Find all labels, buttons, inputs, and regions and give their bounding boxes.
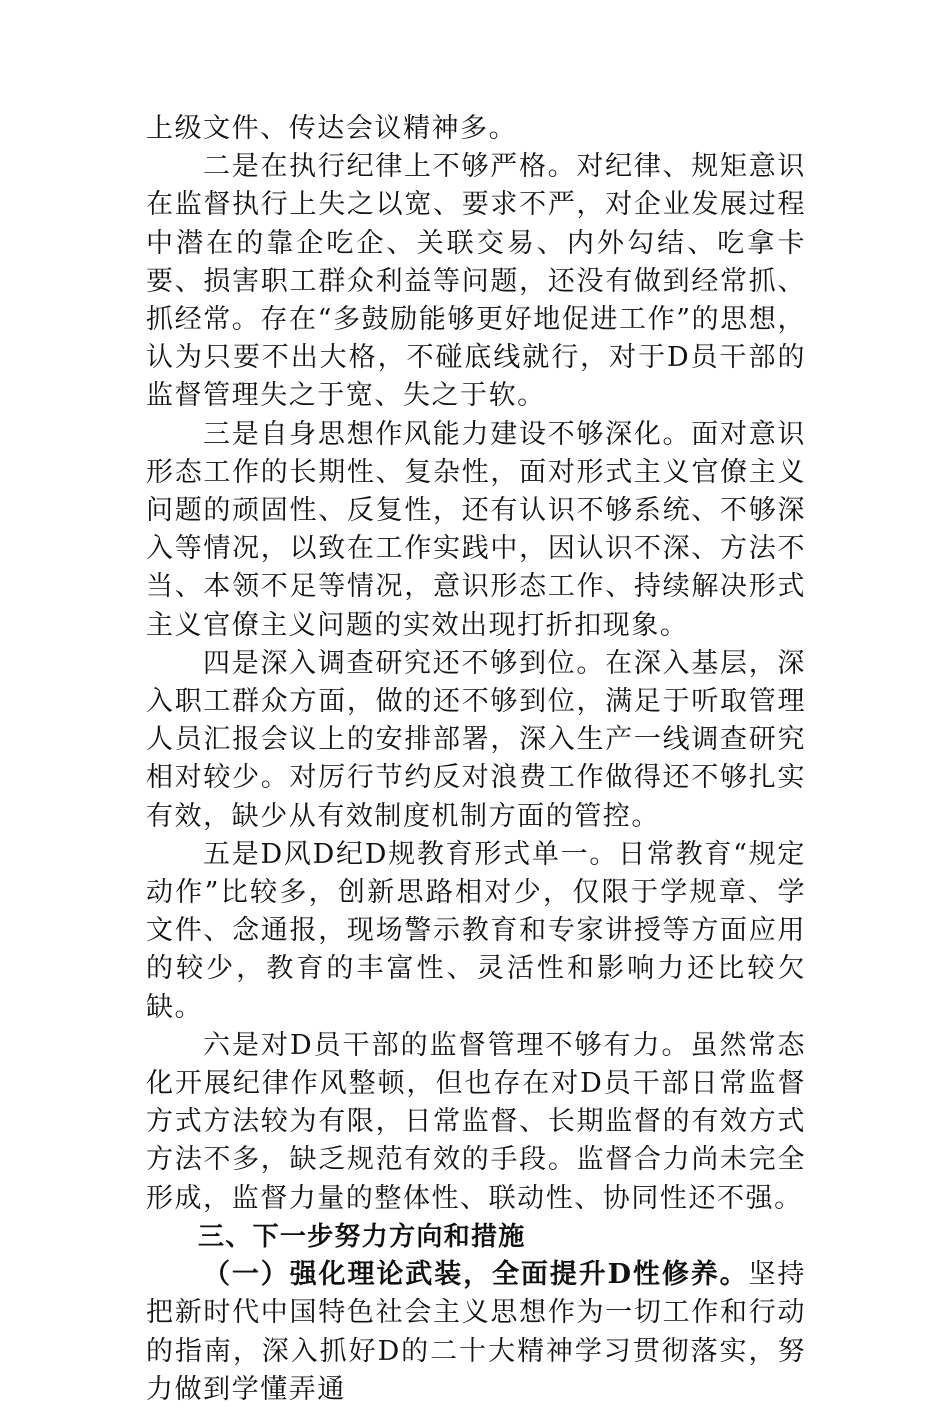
subsection-lead: （一）强化理论武装，全面提升D性修养。 xyxy=(203,1259,749,1291)
paragraph-research: 四是深入调查研究还不够到位。在深入基层，深入职工群众方面，做的还不够到位，满足于听取管理人员汇报会议上的安排部署，深入生产一线调查研究相对较少。对厉行节约反对浪费工作做得还不够扎实有效，缺少从有效制度机制方面的管控。 xyxy=(146,647,806,832)
subsection-paragraph xyxy=(146,1256,806,1409)
section-heading: 三、下一步努力方向和措施 xyxy=(198,1221,526,1252)
paragraph-supervision: 六是对D员干部的监督管理不够有力。虽然常态化开展纪律作风整顿，但也存在对D员干部日常监督方式方法较为有限，日常监督、长期监督的有效方式方法不多，缺乏规范有效的手段。监督合力尚未完全形成，监督力量的整体性、联动性、协同性还不强。 xyxy=(146,1029,806,1214)
subsection-body: 坚持把新时代中国特色社会主义思想作为一切工作和行动的指南，深入抓好D的二十大精神学习贯彻落实，努力做到学懂弄通 xyxy=(146,1259,806,1405)
document-page xyxy=(146,110,806,1409)
paragraph-discipline: 二是在执行纪律上不够严格。对纪律、规矩意识在监督执行上失之以宽、要求不严，对企业发展过程中潜在的靠企吃企、关联交易、内外勾结、吃拿卡要、损害职工群众利益等问题，还没有做到经常抓、抓经常。存在“多鼓励能够更好地促进工作”的思想，认为只要不出大格，不碰底线就行，对于D员干部的监督管理失之于宽、失之于软。 xyxy=(146,151,806,412)
paragraph-continuation: 上级文件、传达会议精神多。 xyxy=(146,113,518,144)
paragraph-education: 五是D风D纪D规教育形式单一。日常教育“规定动作”比较多，创新思路相对少，仅限于学规章、学文件、念通报，现场警示教育和专家讲授等方面应用的较少，教育的丰富性、灵活性和影响力还比较欠缺。 xyxy=(146,838,806,1023)
paragraph-ideology: 三是自身思想作风能力建设不够深化。面对意识形态工作的长期性、复杂性，面对形式主义官僚主义问题的顽固性、反复性，还有认识不够系统、不够深入等情况，以致在工作实践中，因认识不深、方法不当、本领不足等情况，意识形态工作、持续解决形式主义官僚主义问题的实效出现打折扣现象。 xyxy=(146,418,806,641)
